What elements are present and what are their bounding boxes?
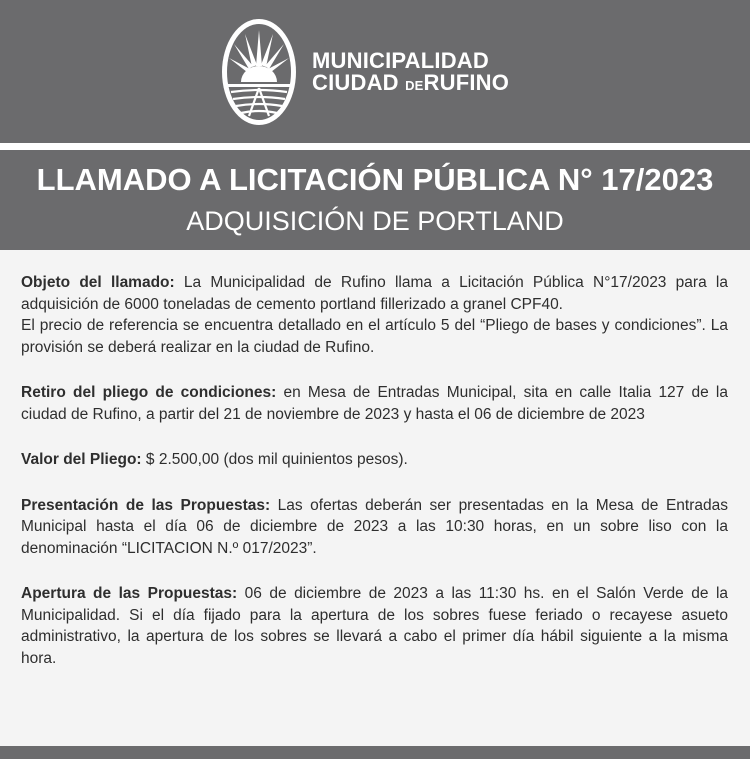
section-label: Presentación de las Propuestas:: [21, 496, 271, 514]
footer-band: [0, 746, 750, 759]
org-name-line1: MUNICIPALIDAD: [312, 48, 489, 73]
section-text-2: El precio de referencia se encuentra detallado en el artículo 5 del “Pliego de bases y condiciones”. La provisión se deberá realizar en la ciudad de Rufino.: [21, 317, 728, 356]
section-text: La Municipalidad de Rufino llama a Licitación Pública N°17/2023 para la adquisición de 6000 toneladas de cemento portland fillerizado a granel CPF40.: [21, 274, 728, 313]
org-name-ciudad: CIUDAD: [312, 70, 399, 95]
section-retiro: [21, 382, 728, 425]
section-label: Valor del Pliego:: [21, 451, 142, 468]
org-name-de: DE: [405, 78, 424, 93]
section-apertura: [21, 583, 728, 669]
org-name-line2: [312, 72, 509, 97]
section-text: en Mesa de Entradas Municipal, sita en calle Italia 127 de la ciudad de Rufino, a partir del 21 de noviembre de 2023 y hasta el 06 de diciembre de 2023: [21, 384, 728, 423]
section-text: 06 de diciembre de 2023 a las 11:30 hs. en el Salón Verde de la Municipalidad. Si el día fijado para la apertura de los sobres fuese feriado o recayese asueto administrativo, la apertura de los sobres se llevará a cabo el primer día hábil siguiente a la misma hora.: [21, 585, 729, 667]
section-text: $ 2.500,00 (dos mil quinientos pesos).: [141, 451, 408, 468]
section-label: Retiro del pliego de condiciones:: [21, 384, 277, 401]
divider: [0, 143, 750, 150]
section-presentacion: [21, 495, 728, 560]
section-label: Objeto del llamado:: [21, 274, 175, 291]
header-band: [0, 0, 750, 143]
section-label: Apertura de las Propuestas:: [21, 585, 238, 602]
section-valor: [21, 449, 728, 471]
title-band: [0, 150, 750, 250]
notice-body: [21, 272, 728, 693]
section-objeto: [21, 272, 728, 358]
page-title: LLAMADO A LICITACIÓN PÚBLICA N° 17/2023: [36, 162, 714, 197]
org-name-rufino: RUFINO: [423, 70, 510, 95]
municipal-seal-icon: [219, 16, 299, 128]
section-text: Las ofertas deberán ser presentadas en la Mesa de Entradas Municipal hasta el día 06 de diciembre de 2023 a las 10:30 horas, en un sobre liso con la denominación “LICITACION N.º 017/2023”.: [21, 496, 728, 557]
org-name: [312, 50, 509, 97]
page-subtitle: ADQUISICIÓN DE PORTLAND: [186, 206, 564, 236]
